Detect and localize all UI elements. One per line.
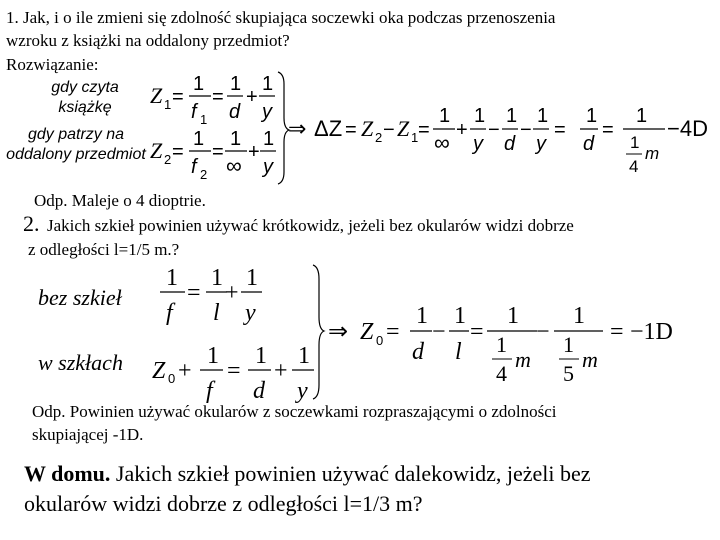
homework-line-1 [24,461,591,487]
q2eq1-equals: = [187,280,201,306]
res1-minus-3: − [520,119,532,141]
res1-d-2: d [583,133,595,155]
res1-z2: Z [361,116,374,141]
answer-2-line-2: skupiającej -1D. [32,425,144,444]
eq2-f-sub: 2 [200,167,208,182]
q2-equation-2 [152,343,314,404]
eq1-num-2: 1 [230,73,242,95]
implies-arrow-1: ⇒ [288,116,307,141]
res2-z-sub: 0 [376,333,384,348]
res2-equals-3: = [610,319,624,345]
res1-minus-1: − [383,119,395,141]
homework-text: Jakich szkieł powinien używać dalekowidz, jeżeli bez [110,461,591,486]
res2-one-d: 1 [573,303,585,329]
q2eq2-num-2: 1 [255,343,267,369]
res2-quarter-den: 4 [496,361,507,386]
question-2-number: 2. [23,211,40,236]
eq2-f: f [191,156,197,178]
res2-minus-1: − [432,319,446,345]
res1-plus-1: + [456,119,468,141]
q2eq1-num-3: 1 [246,265,258,291]
q1-equation-1 [150,73,275,127]
res1-d-1: d [504,133,516,155]
q2eq2-d: d [253,378,265,404]
case-reading-line-2: książkę [58,99,112,116]
answer-1: Odp. Maleje o 4 dioptrie. [34,191,206,210]
q2eq2-plus-1: + [178,358,192,384]
res2-m-1: m [515,347,531,372]
q2-right-brace [313,265,324,399]
eq1-num-3: 1 [262,73,274,95]
q2eq2-plus-2: + [274,358,288,384]
res2-final: −1D [630,319,673,345]
res2-z: Z [360,319,374,345]
q1-equations [0,0,720,200]
res1-one-b: 1 [474,105,486,127]
res2-one-a: 1 [416,303,428,329]
res2-quarter-num: 1 [496,332,507,357]
eq2-plus: + [248,141,260,163]
q2-equation-1 [160,265,262,326]
q2-equations [0,255,720,405]
eq2-z: Z [150,138,163,163]
delta-z: ΔZ [314,116,343,141]
res1-y-1: y [473,133,483,155]
res1-z2-sub: 2 [375,130,383,145]
q2eq1-num-1: 1 [166,265,178,291]
eq1-f-sub: 1 [200,112,208,127]
q2eq1-y: y [245,300,256,326]
eq2-equals-2: = [212,141,224,163]
eq2-z-sub: 2 [164,152,172,167]
res1-equals-4: = [602,119,614,141]
res2-l: l [455,339,462,365]
res1-m: m [645,144,660,163]
eq1-equals: = [172,86,184,108]
implies-arrow-2: ⇒ [328,318,349,345]
res1-minus-2: − [488,119,500,141]
homework-label: W domu. [24,461,111,486]
eq1-y: y [262,101,272,123]
res2-fifth-num: 1 [563,332,574,357]
eq1-num-1: 1 [193,73,205,95]
question-2-line-2: z odległości l=1/5 m.? [28,240,180,259]
question-1-line-2: wzroku z książki na oddalony przedmiot? [6,31,290,50]
res1-one-f: 1 [636,105,648,127]
case-reading-line-1: gdy czyta [51,79,119,96]
eq2-num-3: 1 [263,128,275,150]
answer-2-line-1: Odp. Powinien używać okularów z soczewkami rozpraszającymi o zdolności [32,402,557,421]
question-1-line-1: 1. Jak, i o ile zmieni się zdolność skupiająca soczewki oka podczas przenoszenia [6,8,556,27]
res1-one-d: 1 [537,105,549,127]
homework-line-2: okularów widzi dobrze z odległości l=1/3 m? [24,491,423,516]
q2eq2-f: f [206,378,213,404]
res1-equals: = [345,119,357,141]
q2eq1-l: l [213,300,220,326]
res2-one-b: 1 [454,303,466,329]
eq1-equals-2: = [212,86,224,108]
res1-quarter-den: 4 [629,157,639,176]
q1-result [288,105,708,176]
case-with-glasses: w szkłach [38,350,123,375]
solution-label: Rozwiązanie: [6,55,99,74]
res1-z1-sub: 1 [411,130,419,145]
q2eq2-z-sub: 0 [168,371,176,386]
eq2-infinity: ∞ [226,153,242,178]
res1-infinity: ∞ [434,130,450,155]
res1-one-e: 1 [586,105,598,127]
q2eq2-equals: = [227,358,241,384]
q2eq1-f: f [166,300,173,326]
res2-one-c: 1 [507,303,519,329]
eq1-f: f [191,101,197,123]
res1-z1: Z [397,116,410,141]
eq2-num-1: 1 [193,128,205,150]
q2eq2-z: Z [152,358,166,384]
res2-fifth-den: 5 [563,361,574,386]
q2-result [328,303,673,386]
question-2-line-1: Jakich szkieł powinien używać krótkowidz, jeżeli bez okularów widzi dobrze [47,216,574,235]
res1-equals-3: = [554,119,566,141]
case-far-line-2: oddalony przedmiot [6,146,146,163]
eq1-plus: + [246,86,258,108]
res1-final: −4D [667,116,708,141]
q2eq1-plus: + [225,280,239,306]
res2-minus-2: − [536,319,550,345]
q2eq1-num-2: 1 [211,265,223,291]
eq1-z: Z [150,83,163,108]
eq2-equals: = [172,141,184,163]
res1-one-a: 1 [439,105,451,127]
case-without-glasses: bez szkieł [38,285,122,310]
eq2-y: y [263,156,273,178]
eq2-num-2: 1 [230,128,242,150]
res1-y-2: y [536,133,546,155]
res2-equals-2: = [470,319,484,345]
res1-one-c: 1 [506,105,518,127]
res1-quarter-num: 1 [630,133,640,152]
res1-equals-2: = [418,119,430,141]
q2eq2-num-3: 1 [298,343,310,369]
q1-equation-2 [150,128,276,182]
q2eq2-y: y [297,378,308,404]
res2-d: d [412,339,424,365]
res2-equals-1: = [386,319,400,345]
q2eq2-num-1: 1 [207,343,219,369]
eq1-z-sub: 1 [164,97,172,112]
res2-m-2: m [582,347,598,372]
eq1-d: d [229,101,241,123]
case-far-line-1: gdy patrzy na [27,126,125,143]
